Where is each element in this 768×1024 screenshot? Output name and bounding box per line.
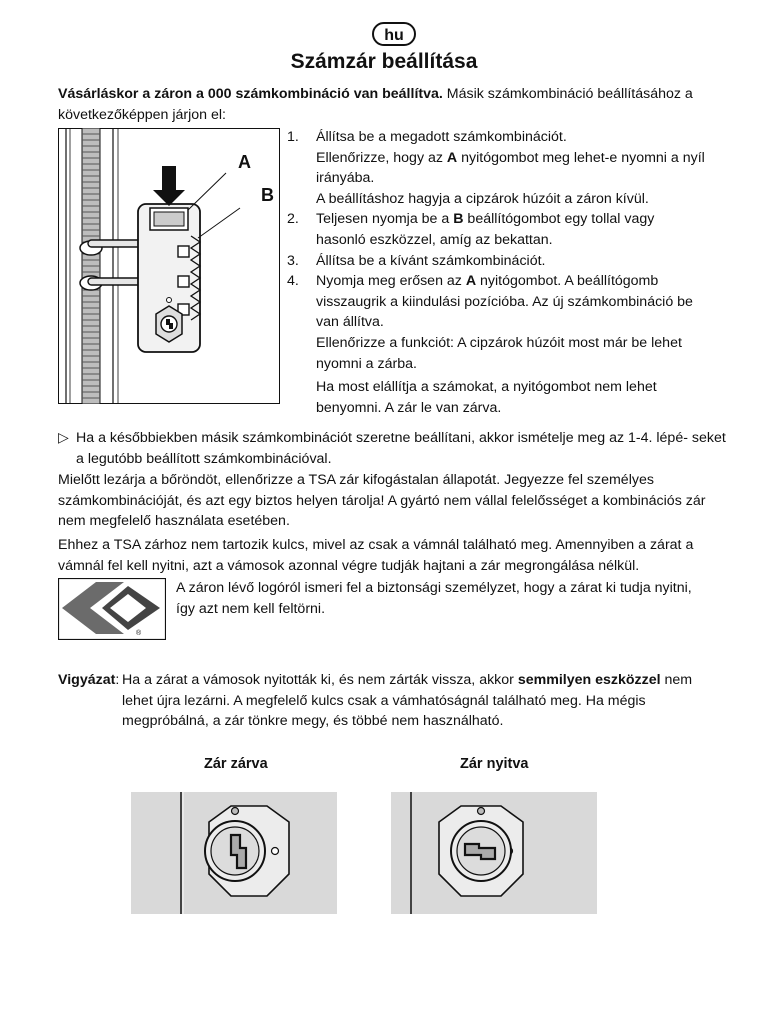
step-2: [287, 209, 707, 250]
logo-paragraph: A záron lévő logóról ismeri fel a biztonsági személyzet, hogy a zárat ki tudja nyitni, így azt nem kell feltörni.: [176, 580, 692, 617]
step-number: 2.: [287, 211, 299, 228]
step-text: Teljesen nyomja be a: [316, 211, 454, 228]
warning-label: Vigyázat:: [58, 672, 120, 688]
page-title: Számzár beállítása: [290, 50, 478, 73]
step-number: 3.: [287, 252, 299, 269]
note-text: Ha a későbbiekben másik számkombinációt szeretne beállítani, akkor ismételje meg az 1-4. lépé- seket a legutóbb beállított számkombinációval.: [76, 430, 726, 467]
step-extra: Ha most elállítja a számokat, a nyitógombot nem lehet benyomni. A zár le van zárva.: [316, 379, 657, 416]
step-3: [287, 251, 707, 272]
step-text: Állítsa be a megadott számkombinációt.: [316, 129, 567, 145]
figure-label-b: B: [261, 185, 274, 205]
step-text: Nyomja meg erősen az: [316, 273, 466, 290]
step-text: Állítsa be a kívánt számkombinációt.: [316, 252, 546, 269]
step-extra: A beállításhoz hagyja a cipzárok húzóit a záron kívül.: [316, 190, 649, 207]
intro-bold: Vásárláskor a záron a 000 számkombináció van beállítva.: [58, 86, 443, 102]
tsa-logo: [58, 578, 166, 640]
intro-paragraph: [58, 84, 708, 125]
caption-lock-closed: Zár zárva: [204, 756, 268, 772]
step-4: [287, 271, 707, 418]
zipper-track: [82, 128, 100, 404]
step-bold: B: [453, 211, 464, 228]
step-bold: A: [465, 273, 477, 290]
lock-closed-illustration: [131, 792, 337, 914]
registered-mark: ®: [136, 630, 142, 637]
step-text: Ellenőrizze, hogy az: [316, 149, 447, 166]
no-key-paragraph: Ehhez a TSA zárhoz nem tartozik kulcs, mivel az csak a vámnál található meg. Amennyiben a zárat a vámnál fel kell nyitni, azt a vámosok azonnal végre tudják hajtani a zár megrongálása nélkül.: [58, 537, 694, 574]
step-text: nyitógombot meg lehet-e nyomni a nyíl irányába.: [316, 149, 705, 187]
language-badge: hu: [372, 22, 416, 46]
lock-open-illustration: [391, 792, 597, 914]
lock-setting-figure: [58, 128, 280, 404]
figure-label-a: A: [238, 152, 251, 172]
steps-list: [287, 127, 707, 418]
step-number: 4.: [287, 273, 299, 290]
step-extra: Ellenőrizze a funkciót: A cipzárok húzóit most már be lehet nyomni a zárba.: [316, 334, 682, 372]
step-text: beállítógombot egy tollal vagy hasonló eszközzel, amíg az bekattan.: [316, 211, 655, 248]
tsa-lock-body: [138, 204, 200, 352]
warning-text: Ha a zárat a vámosok nyitották ki, és nem zárták vissza, akkor semmilyen eszközzel nem lehet újra lezárni. A megfelelő kulcs csak a vámhatóságnál található meg. Ha mégis megpróbálná, a zár tönkre megy, és többé nem használható.: [122, 672, 693, 730]
tsa-check-paragraph: Mielőtt lezárja a bőröndöt, ellenőrizze a TSA zár kifogástalan állapotát. Jegyezze fel személyes számkombinációját, és azt egy biztos helyen tárolja! A gyártó nem vállal felelősséget a kombinációs zár nem megfelelő használata esetében.: [58, 472, 706, 530]
caption-lock-open: Zár nyitva: [460, 756, 529, 772]
step-1: [287, 127, 707, 209]
intro-rest: Másik számkombináció beállításához a következőképpen járjon el:: [58, 86, 693, 123]
repeat-note: [58, 428, 726, 469]
step-bold: A: [446, 149, 458, 166]
note-marker-icon: ▷: [58, 430, 69, 446]
step-text: nyitógombot. A beállítógomb visszaugrik a kiindulási pozícióba. Az új számkombináció be van állítva.: [316, 273, 693, 331]
step-number: 1.: [287, 129, 299, 145]
